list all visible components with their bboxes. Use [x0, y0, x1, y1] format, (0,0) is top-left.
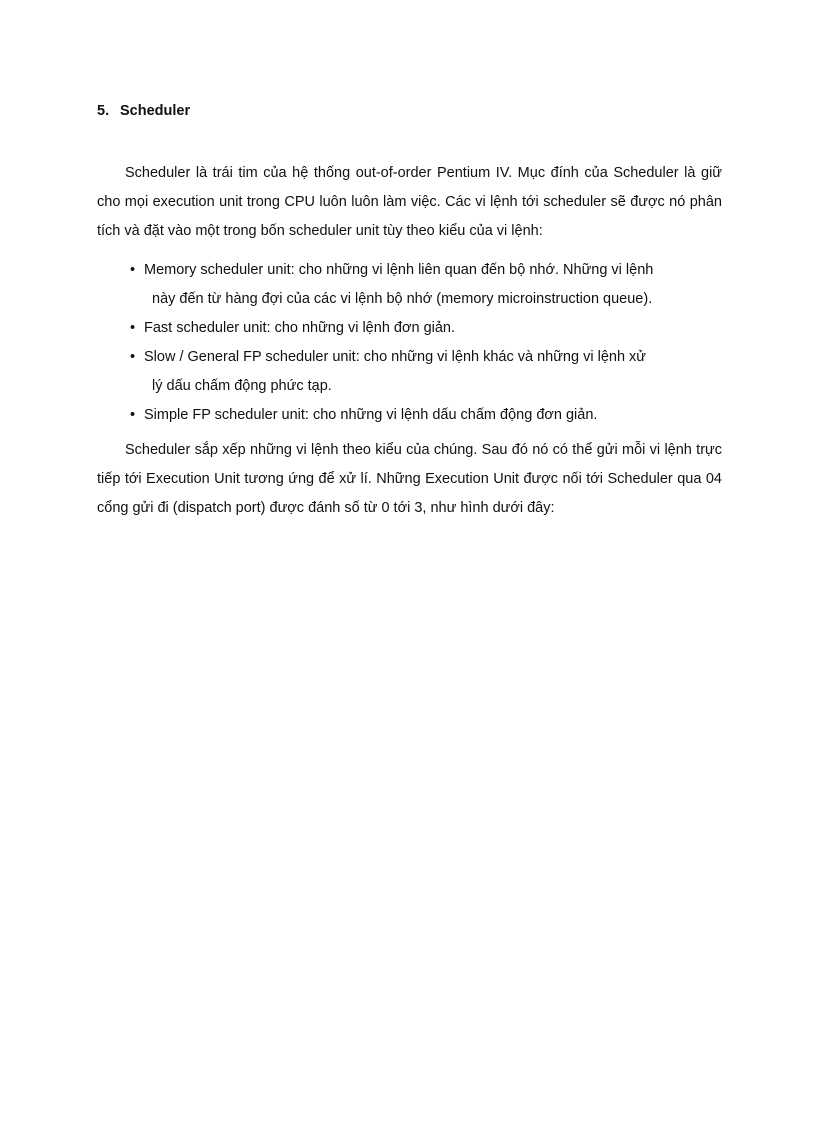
list-item [97, 401, 722, 430]
list-item-continuation: lý dấu chấm động phức tạp. [152, 378, 332, 394]
list-item-continuation: này đến từ hàng đợi của các vi lệnh bộ nhớ (memory microinstruction queue). [152, 291, 653, 307]
list-item-line: Simple FP scheduler unit: cho những vi lệnh dấu chấm động đơn giản. [144, 407, 598, 423]
bullet-icon: • [130, 407, 136, 423]
list-item [97, 343, 722, 401]
dispatch-paragraph: Scheduler sắp xếp những vi lệnh theo kiểu của chúng. Sau đó nó có thể gửi mỗi vi lệnh trực tiếp tới Execution Unit tương ứng để xử lí. Những Execution Unit được nối tới Scheduler qua 04 cổng gửi đi (dispatch port) được đánh số từ 0 tới 3, như hình dưới đây: [97, 442, 722, 516]
intro-paragraph: Scheduler là trái tim của hệ thống out-of-order Pentium IV. Mục đính của Scheduler là giữ cho mọi execution unit trong CPU luôn luôn làm việc. Các vi lệnh tới scheduler sẽ được nó phân tích và đặt vào một trong bốn scheduler unit tùy theo kiểu của vi lệnh: [97, 165, 722, 239]
list-item-line: Slow / General FP scheduler unit: cho những vi lệnh khác và những vi lệnh xử [144, 349, 646, 365]
bullet-icon: • [130, 349, 136, 365]
list-item-line: Fast scheduler unit: cho những vi lệnh đơn giản. [144, 320, 456, 336]
section-number: 5. [97, 103, 110, 119]
document-page [97, 100, 722, 523]
list-item-line: Memory scheduler unit: cho những vi lệnh liên quan đến bộ nhớ. Những vi lệnh [144, 262, 654, 278]
list-item [97, 256, 722, 314]
section-heading [97, 100, 722, 122]
scheduler-unit-list [97, 256, 722, 430]
section-title: Scheduler [120, 103, 191, 119]
list-item [97, 314, 722, 343]
bullet-icon: • [130, 262, 136, 278]
bullet-icon: • [130, 320, 136, 336]
